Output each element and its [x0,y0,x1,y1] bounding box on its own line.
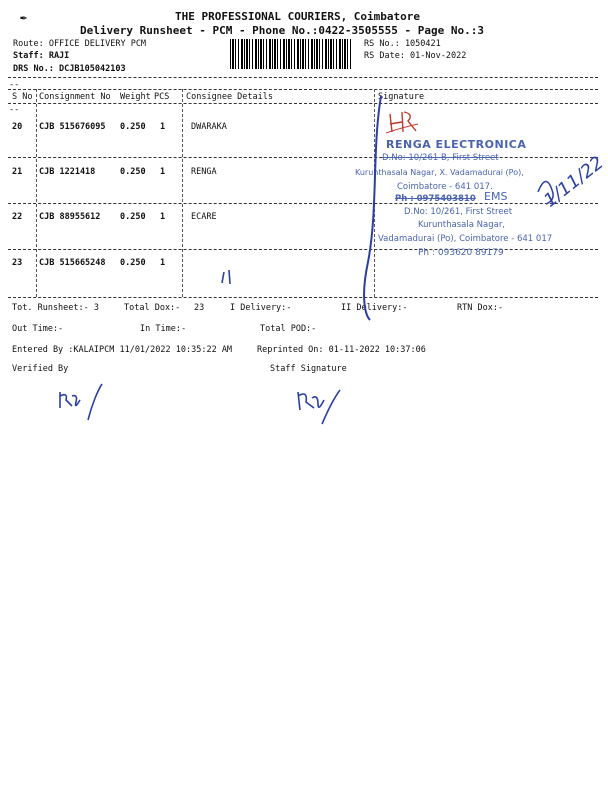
row-pcs: 1 [160,167,166,177]
verified-signature [60,384,102,420]
col-weight: Weight [120,92,151,102]
col-sno: S No [12,92,33,102]
row-sno: 20 [12,122,23,132]
stamp-line: D.No: 10/261, First Street [404,207,513,217]
rs-date: RS Date: 01-Nov-2022 [364,51,467,61]
date-signature-curl [538,181,553,204]
stamp-line: Coimbatore - 641 017. [397,182,493,192]
row-pcs: 1 [160,212,166,222]
i-delivery: I Delivery:- [230,303,292,313]
company-title: THE PROFESSIONAL COURIERS, Coimbatore [175,10,421,23]
verified-by-label: Verified By [12,364,69,374]
row-consignment: CJB 88955612 [39,212,101,222]
stamp-line: Kurunthasala Nagar, [418,220,506,230]
runsheet-subtitle: Delivery Runsheet - PCM - Phone No.:0422-3505555 - Page No.:3 [80,24,484,37]
row-sno: 23 [12,258,23,268]
col-signature: Signature [378,92,425,102]
row-consignee: ECARE [191,212,217,222]
row-sno: 22 [12,212,23,222]
total-pod: Total POD:- [260,324,317,334]
stamp-line: Kurunthasala Nagar, X. Vadamadurai (Po), [355,168,524,177]
row-pcs: 1 [160,258,166,268]
dash-mark-1: -- [9,80,20,90]
in-time: In Time:- [140,324,187,334]
pen-stroke [364,96,381,320]
row-consignee: RENGA [191,167,217,177]
col-consignee: Consignee Details [186,92,273,102]
signature-initials-hr [390,112,416,132]
out-time: Out Time:- [12,324,64,334]
row-consignment: CJB 1221418 [39,167,96,177]
row-weight: 0.250 [120,122,146,132]
rs-number: RS No.: 1050421 [364,39,441,49]
stamp-line: Vadamadurai (Po), Coimbatore - 641 017 [378,234,553,244]
row-weight: 0.250 [120,258,146,268]
total-dox-label: Total Dox:- [124,303,181,313]
stamp-line: Ph : 0975403810 [395,194,476,204]
stamp-line: RENGA ELECTRONICA [386,138,527,151]
row-weight: 0.250 [120,167,146,177]
ii-delivery: II Delivery:- [341,303,408,313]
row-mark [222,270,230,284]
rtn-dox: RTN Dox:- [457,303,504,313]
stamp-line: D.No: 10/261 B, First Street [382,153,499,163]
row-weight: 0.250 [120,212,146,222]
col-consignment: Consignment No [39,92,111,102]
handwritten-date: 1/11/22 [540,152,608,212]
row-consignment: CJB 515676095 [39,122,106,132]
col-pcs: PCS [154,92,170,102]
staff-label: Staff: RAJI [13,51,70,61]
total-runsheet: Tot. Runsheet:- 3 [12,303,99,313]
total-dox-value: 23 [194,303,205,313]
reprinted-on: Reprinted On: 01-11-2022 10:37:06 [257,345,426,355]
dash-mark-2: -- [9,105,20,115]
row-pcs: 1 [160,122,166,132]
staff-signature [298,390,340,424]
staff-signature-label: Staff Signature [270,364,347,374]
stamp-line: Ph : 093620 89179 [418,248,504,258]
stamp-line: EMS [484,190,508,203]
corner-mark: ✒ [20,10,28,24]
row-consignment: CJB 515665248 [39,258,106,268]
row-sno: 21 [12,167,23,177]
row-consignee: DWARAKA [191,122,227,132]
route-label: Route: OFFICE DELIVERY PCM [13,39,147,49]
entered-by: Entered By :KALAIPCM 11/01/2022 10:35:22 AM [12,345,233,355]
drs-number: DRS No.: DCJB105042103 [13,64,126,74]
